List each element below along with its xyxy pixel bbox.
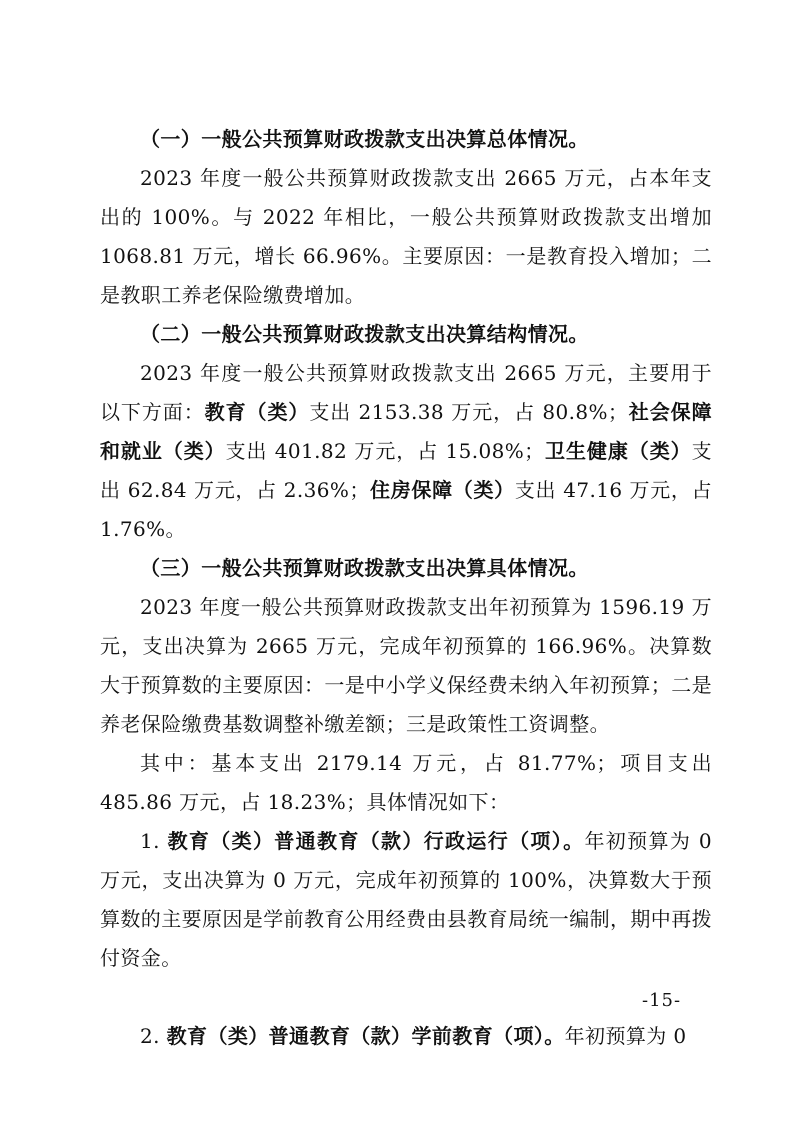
section-3-paragraph-2: 其中：基本支出 2179.14 万元，占 81.77%；项目支出 485.86 万元，占 18.23%；具体情况如下：: [100, 751, 712, 814]
detail-item-2-text: 年初预算为 0: [564, 1024, 687, 1048]
document-body: [100, 120, 712, 1056]
section-2-intro: 2023 年度一般公共预算财政拨款支出 2665 万元，主要用于以下方面：: [100, 361, 712, 424]
section-heading-3: （三）一般公共预算财政拨款支出决算具体情况。: [140, 556, 589, 580]
section-2-paragraph: [100, 354, 712, 549]
detail-item-1: [100, 822, 712, 978]
section-heading-2: （二）一般公共预算财政拨款支出决算结构情况。: [140, 322, 589, 346]
section-3-paragraph-1: 2023 年度一般公共预算财政拨款支出年初预算为 1596.19 万元，支出决算为 2665 万元，完成年初预算的 166.96%。决算数大于预算数的主要原因：一是中小学义保经费未纳入年初预算；二是养老保险缴费基数调整补缴差额；三是政策性工资调整。: [100, 595, 712, 736]
category-housing-text: 支出 47.16 万元，占 1.76%。: [100, 478, 712, 541]
detail-item-1-text: 年初预算为 0 万元，支出决算为 0 万元，完成年初预算的 100%，决算数大于预算数的主要原因是学前教育公用经费由县教育局统一编制，期中再拨付资金。: [100, 829, 713, 970]
detail-item-1-number: 1.: [140, 829, 168, 853]
category-health-label: 卫生健康（类）: [544, 439, 692, 463]
category-education-text: 支出 2153.38 万元，占 80.8%；: [309, 400, 629, 424]
detail-item-2-title: 教育（类）普通教育（款）学前教育（项）。: [166, 1024, 565, 1048]
detail-item-2-number: 2.: [140, 1024, 167, 1048]
category-education-label: 教育（类）: [204, 400, 310, 424]
category-social-security-label: 社会保障和就业（类）: [100, 400, 712, 463]
detail-item-1-title: 教育（类）普通教育（款）行政运行（项）。: [167, 829, 585, 853]
section-1-paragraph: 2023 年度一般公共预算财政拨款支出 2665 万元，占本年支出的 100%。与 2022 年相比，一般公共预算财政拨款支出增加 1068.81 万元，增长 66.96%。主要原因：一是教育投入增加；二是教职工养老保险缴费增加。: [100, 166, 712, 307]
category-social-security-text: 支出 401.82 万元，占 15.08%；: [225, 439, 545, 463]
section-heading-1: （一）一般公共预算财政拨款支出决算总体情况。: [140, 127, 589, 151]
category-housing-label: 住房保障（类）: [369, 478, 515, 502]
detail-item-2: [100, 1017, 712, 1056]
category-health-text: 支出 62.84 万元，占 2.36%；: [100, 439, 712, 502]
page-number: -15-: [642, 990, 682, 1011]
paragraph-gap: [100, 978, 712, 1017]
